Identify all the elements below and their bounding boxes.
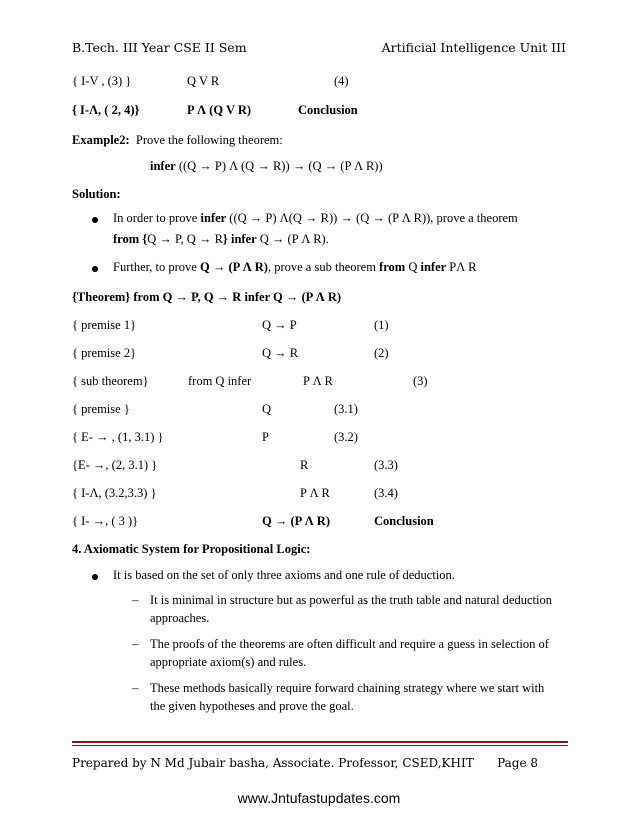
proof-row-8-note: Conclusion xyxy=(374,514,434,528)
proof-row-1-note: (1) xyxy=(374,318,389,332)
dash-1-line-2: approaches. xyxy=(150,611,210,625)
website-link[interactable]: www.Jntufastupdates.com xyxy=(237,790,401,806)
top-row-1-formula: Q V R xyxy=(187,74,220,88)
top-row-2-formula: P Λ (Q V R) xyxy=(187,103,252,117)
proof-row-3-formula: P Λ R xyxy=(303,374,333,388)
footer-rule-thin xyxy=(72,745,568,746)
bullet-1-infer-2: } infer xyxy=(222,232,257,246)
footer-rule-thick xyxy=(72,741,568,743)
proof-row-2-note: (2) xyxy=(374,346,389,360)
proof-row-3-rule: { sub theorem} xyxy=(72,374,149,388)
dash-1-line-1: It is minimal in structure but as powerful as the truth table and natural deduction xyxy=(150,593,552,607)
example2-label: Example2: xyxy=(72,133,130,147)
example2-text: Prove the following theorem: xyxy=(135,133,283,147)
example2-formula: ((Q → P) Λ (Q → R)) → (Q → (P Λ R)) xyxy=(178,159,383,173)
dash-3-marker: – xyxy=(132,680,139,695)
bullet-1-dot xyxy=(92,217,98,223)
top-row-1-note: (4) xyxy=(334,74,349,88)
bullet-1-goal: Q → (P Λ R). xyxy=(256,232,329,246)
dash-2-marker: – xyxy=(132,636,139,651)
theorem-heading: {Theorem} from Q → P, Q → R infer Q → (P Λ R) xyxy=(72,290,342,304)
proof-row-3-mid: from Q infer xyxy=(188,374,252,388)
bullet-2-pr: PΛ R xyxy=(446,260,477,274)
proof-row-5-formula: P xyxy=(262,430,269,444)
proof-row-2-rule: { premise 2} xyxy=(72,346,137,360)
proof-row-4-formula: Q xyxy=(262,402,272,416)
example2-infer: infer xyxy=(150,159,176,173)
proof-row-7-formula: P Λ R xyxy=(300,486,330,500)
top-row-2-rule: { I-Λ, ( 2, 4)} xyxy=(72,103,140,117)
bullet-1-line-1 xyxy=(113,211,518,226)
bullet-2-dot xyxy=(92,266,98,272)
bullet-1-text-a: In order to prove xyxy=(113,211,201,225)
bullet-2-goal: Q → (P Λ R) xyxy=(199,260,268,274)
section-4-heading: 4. Axiomatic System for Propositional Logic: xyxy=(72,542,311,556)
bullet-1-from: from { xyxy=(113,232,148,246)
header-right: Artificial Intelligence Unit III xyxy=(381,40,566,55)
bullet-1-text-c: ((Q → P) Λ(Q → R)) → (Q → (P Λ R)), prove a theorem xyxy=(226,211,518,225)
bullet-2-q: Q xyxy=(405,260,421,274)
proof-row-1-formula: Q → P xyxy=(262,318,297,332)
proof-row-5-note: (3.2) xyxy=(334,430,358,444)
bullet-2-from: from xyxy=(379,260,406,274)
proof-row-6-note: (3.3) xyxy=(374,458,398,472)
dash-2-line-1: The proofs of the theorems are often difficult and require a guess in selection of xyxy=(150,637,549,651)
proof-row-2-formula: Q → R xyxy=(262,346,299,360)
proof-row-5-rule: { E- → , (1, 3.1) } xyxy=(72,430,164,444)
top-row-2-note: Conclusion xyxy=(298,103,358,117)
top-row-1-rule: { I-V , (3) } xyxy=(72,74,132,88)
bullet-1-premises: Q → P, Q → R xyxy=(147,232,223,246)
solution-label: Solution: xyxy=(72,187,121,201)
dash-3-line-1: These methods basically require forward chaining strategy where we start with xyxy=(150,681,545,695)
footer-left: Prepared by N Md Jubair basha, Associate. Professor, CSED,KHIT xyxy=(72,756,474,770)
header-left: B.Tech. III Year CSE II Sem xyxy=(72,40,247,55)
dash-1-marker: – xyxy=(132,592,139,607)
proof-row-8-rule: { I- →, ( 3 )} xyxy=(72,514,139,528)
dash-2-line-2: appropriate axiom(s) and rules. xyxy=(150,655,307,669)
example2-formula-line xyxy=(150,159,383,174)
section-4-bullet-dot xyxy=(92,574,98,580)
proof-row-7-note: (3.4) xyxy=(374,486,398,500)
proof-row-4-rule: { premise } xyxy=(72,402,130,416)
proof-row-6-formula: R xyxy=(300,458,309,472)
dash-3-line-2: the given hypotheses and prove the goal. xyxy=(150,699,354,713)
bullet-2-line xyxy=(113,260,476,275)
proof-row-7-rule: { I-Λ, (3.2,3.3) } xyxy=(72,486,157,500)
proof-row-4-note: (3.1) xyxy=(334,402,358,416)
bullet-2-text-a: Further, to prove xyxy=(113,260,200,274)
bullet-2-text-c: , prove a sub theorem xyxy=(267,260,380,274)
proof-row-6-rule: {E- →, (2, 3.1) } xyxy=(72,458,158,472)
proof-row-8-formula: Q → (P Λ R) xyxy=(262,514,330,528)
example2-line xyxy=(72,133,283,148)
section-4-bullet-text: It is based on the set of only three axioms and one rule of deduction. xyxy=(113,568,455,582)
proof-row-3-note: (3) xyxy=(413,374,428,388)
bullet-1-line-2 xyxy=(113,232,329,247)
proof-row-1-rule: { premise 1} xyxy=(72,318,137,332)
footer-page: Page 8 xyxy=(497,756,538,770)
bullet-1-infer: infer xyxy=(200,211,227,225)
bullet-2-infer: infer xyxy=(420,260,447,274)
